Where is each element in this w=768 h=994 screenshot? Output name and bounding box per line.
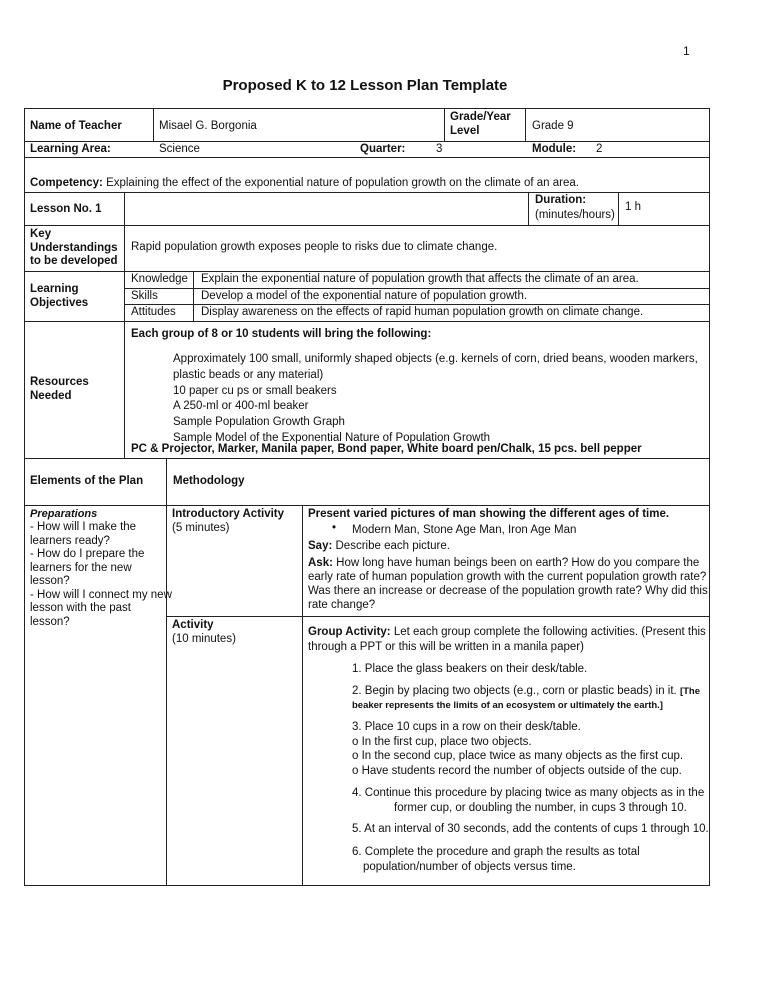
- list-item: Sample Model of the Exponential Nature of Population Growth: [173, 431, 491, 444]
- activity-step-6: 6. Complete the procedure and graph the results as total population/number of objects versus time.: [352, 846, 640, 873]
- activity-time: (10 minutes): [172, 633, 236, 645]
- activity-step-5: 5. At an interval of 30 seconds, add the contents of cups 1 through 10.: [352, 823, 709, 835]
- intro-heading: Present varied pictures of man showing the different ages of time.: [308, 508, 670, 520]
- activity-title: Activity: [172, 619, 214, 631]
- key-understandings-label: Key Understandings to be developed: [30, 228, 118, 267]
- lesson-number: Lesson No. 1: [30, 203, 102, 215]
- grade-value: Grade 9: [532, 120, 574, 132]
- page-title: Proposed K to 12 Lesson Plan Template: [222, 77, 508, 94]
- resources-list: [173, 352, 698, 447]
- list-item: 10 paper cu ps or small beakers: [173, 384, 337, 397]
- intro-say: Say: Describe each picture.: [308, 540, 450, 552]
- module-value: 2: [596, 143, 603, 155]
- activity-step-2: 2. Begin by placing two objects (e.g., corn or plastic beads) in it. [The: [352, 685, 700, 697]
- group-activity: Group Activity: Let each group complete the following activities. (Present this through a PPT or this will be written in a manila paper): [308, 626, 706, 653]
- duration-label: Duration:: [535, 194, 587, 206]
- objective-domain-skills: Skills: [131, 290, 158, 302]
- teacher-name-value: Misael G. Borgonia: [159, 120, 257, 132]
- activity-step-3: 3. Place 10 cups in a row on their desk/table. o In the first cup, place two objects. o In the second cup, place twice as many objects as the first cup. o Have students record the number of objects outside of the cup.: [352, 721, 684, 777]
- preparations-questions: - How will I make the learners ready? - How do I prepare the learners for the new lesson? - How will I connect my new lesson with the past lesson?: [30, 521, 172, 628]
- list-item: Approximately 100 small, uniformly shaped objects (e.g. kernels of corn, dried beans, wooden markers,: [173, 353, 698, 365]
- duration-units: (minutes/hours): [535, 209, 615, 221]
- objective-domain-attitudes: Attitudes: [131, 306, 176, 318]
- page-number: 1: [683, 44, 690, 58]
- resources-label: Resources Needed: [30, 376, 89, 402]
- objective-text-knowledge: Explain the exponential nature of population growth that affects the climate of an area.: [201, 273, 639, 285]
- module-label: Module:: [532, 143, 577, 155]
- competency-text: Explaining the effect of the exponential nature of population growth on the climate of an area.: [106, 177, 579, 189]
- list-item: plastic beads or any material): [173, 368, 324, 381]
- objective-text-attitudes: Display awareness on the effects of rapid human population growth on climate change.: [201, 306, 644, 318]
- teacher-name-label: Name of Teacher: [30, 120, 122, 132]
- preparations-title: Preparations: [30, 508, 98, 520]
- activity-step-4: 4. Continue this procedure by placing twice as many objects as in the former cup, or doubling the number, in cups 3 through 10.: [352, 787, 705, 814]
- quarter-value: 3: [436, 143, 443, 155]
- learning-objectives-label: Learning Objectives: [30, 283, 89, 309]
- bullet-icon: •: [332, 522, 337, 534]
- objective-domain-knowledge: Knowledge: [131, 273, 188, 285]
- key-understandings-text: Rapid population growth exposes people to risks due to climate change.: [131, 241, 498, 253]
- list-item: Sample Population Growth Graph: [173, 416, 345, 429]
- methodology-label: Methodology: [173, 475, 245, 487]
- activity-step-1: 1. Place the glass beakers on their desk/table.: [352, 663, 588, 675]
- activity-step-2-note: beaker represents the limits of an ecosystem or ultimately the earth.]: [352, 700, 663, 711]
- intro-activity-title: Introductory Activity: [172, 508, 285, 520]
- learning-area-value: Science: [159, 143, 200, 155]
- intro-activity-time: (5 minutes): [172, 522, 230, 534]
- resources-heading: Each group of 8 or 10 students will bring the following:: [131, 328, 432, 340]
- competency-label: Competency:: [30, 177, 103, 189]
- intro-bullet-text: Modern Man, Stone Age Man, Iron Age Man: [352, 524, 577, 536]
- quarter-label: Quarter:: [360, 143, 406, 155]
- resources-footer: PC & Projector, Marker, Manila paper, Bond paper, White board pen/Chalk, 15 pcs. bell pepper: [131, 443, 642, 455]
- elements-of-plan-label: Elements of the Plan: [30, 475, 144, 487]
- grade-level-label: Grade/Year Level: [450, 111, 511, 137]
- learning-area-label: Learning Area:: [30, 143, 111, 155]
- duration-value: 1 h: [625, 201, 641, 213]
- objective-text-skills: Develop a model of the exponential nature of population growth.: [201, 290, 528, 302]
- intro-ask: Ask: How long have human beings been on earth? How do you compare the early rate of human population growth with the current population growth rate? Was there an increase or decrease of the population growth rate? Why did this rate change?: [308, 557, 708, 611]
- list-item: A 250-ml or 400-ml beaker: [173, 400, 309, 413]
- competency: [30, 177, 705, 191]
